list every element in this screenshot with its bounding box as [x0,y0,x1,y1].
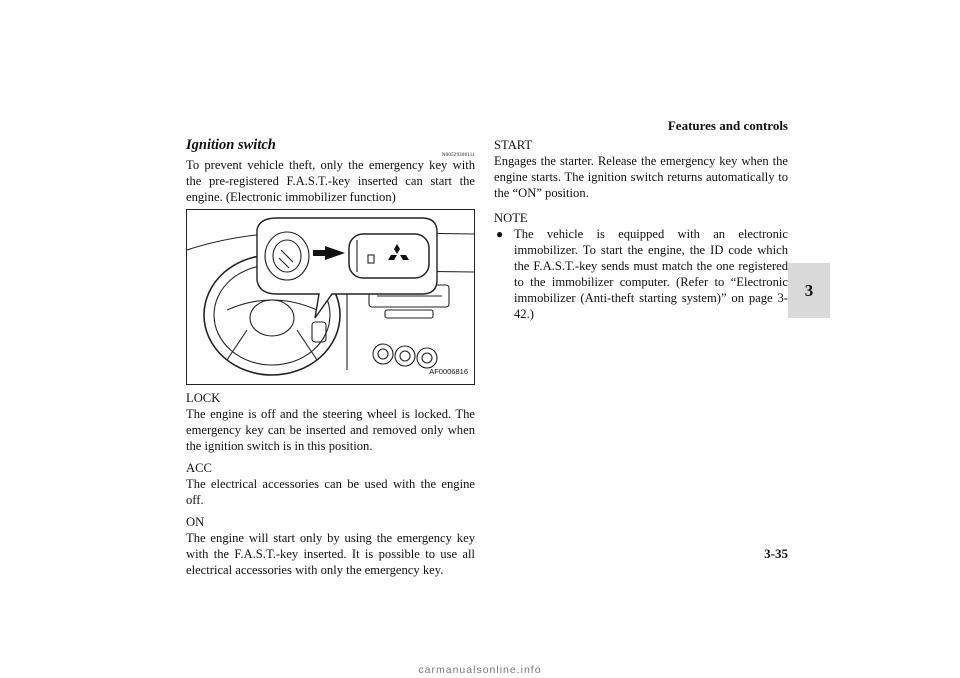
section-header: Features and controls [667,118,788,133]
term-label: ACC [186,461,212,475]
bullet-icon: ● [496,227,504,241]
term-description: The electrical accessories can be used with the engine off. [186,477,475,507]
chapter-tab: 3 [788,263,830,318]
term-description: Engages the starter. Release the emergency key when the engine starts. The ignition switch returns automatically to the “ON” position. [494,154,788,200]
intro-text: To prevent vehicle theft, only the emergency key with the pre-registered F.A.S.T.-key inserted can start the engine. (Electronic immobilizer function) [186,158,475,204]
term-label: LOCK [186,391,221,405]
term-description: The engine will start only by using the emergency key with the F.A.S.T.-key inserted. It is possible to use all electrical accessories with only the emergency key. [186,531,475,577]
term-label: ON [186,515,205,529]
left-column [186,137,475,578]
term-description: The engine is off and the steering wheel is locked. The emergency key can be inserted and removed only when the ignition switch is in this position. [186,407,475,453]
reference-code: N00529300111 [441,153,475,158]
page-number: 3-35 [764,546,788,561]
term-start [494,137,788,201]
section-title-row [186,137,475,157]
note-heading: NOTE [494,211,528,225]
ignition-switch-figure [186,209,475,385]
term-acc [186,460,475,508]
term-lock [186,390,475,454]
note-text: The vehicle is equipped with an electronic immobilizer. To start the engine, the ID code which the F.A.S.T.-key sends must match the one registered to the immobilizer computer. (Refer to “Electronic immobilizer (Anti-theft starting system)” on page 3-42.) [514,227,788,321]
right-column [494,137,788,322]
figure-code: AF0006816 [429,367,468,376]
term-on [186,514,475,578]
note-item [494,226,788,322]
section-title: Ignition switch [186,137,276,153]
ignition-illustration [187,210,474,384]
term-label: START [494,138,533,152]
watermark: carmanualsonline.info [418,664,542,676]
